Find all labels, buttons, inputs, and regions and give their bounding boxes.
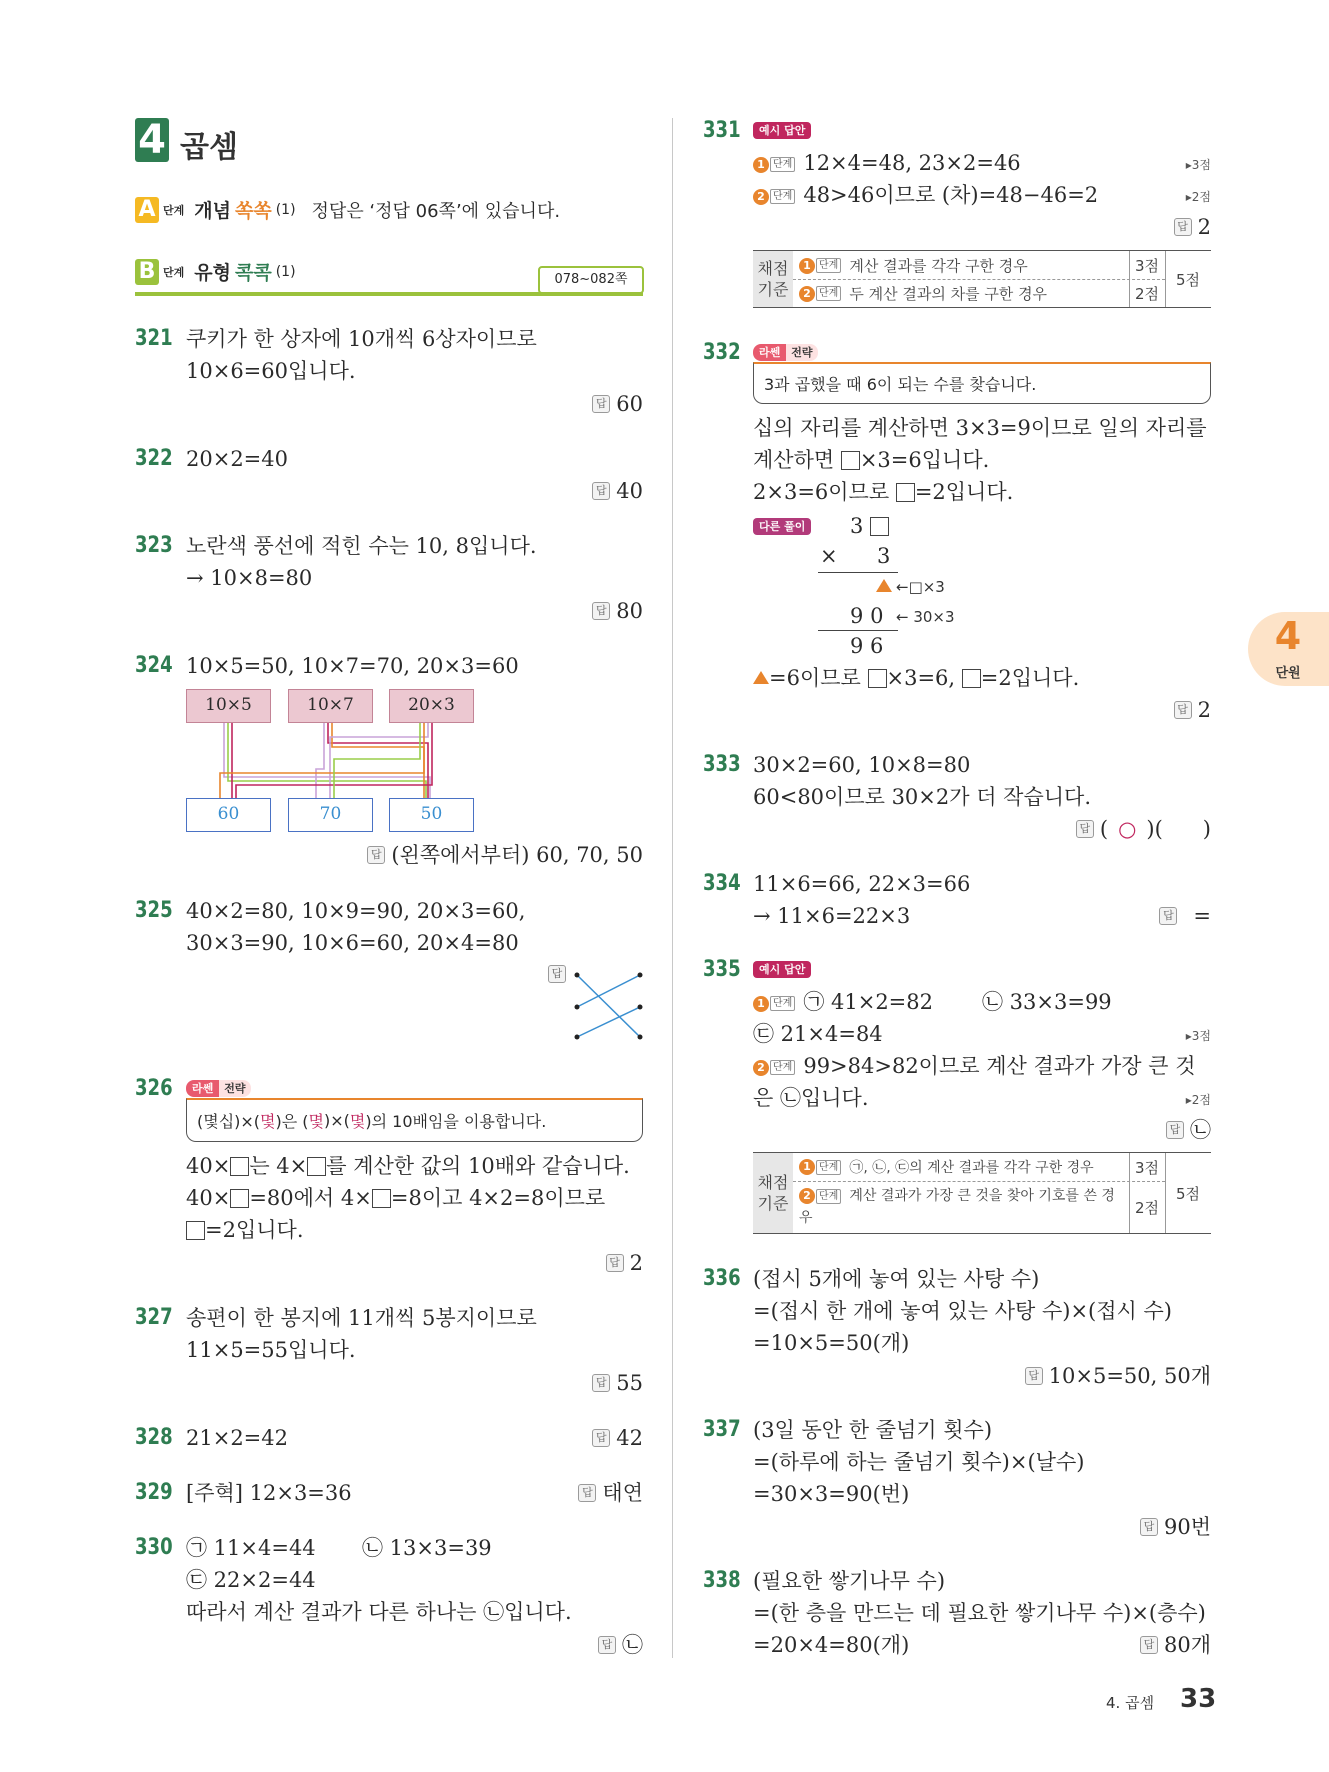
problem-number: 327 [135,1305,173,1330]
answer-value: = [1193,904,1211,928]
answer-value: (왼쪽에서부터) 60, 70, 50 [391,843,643,867]
answer-value: 55 [616,1371,643,1395]
problem-number: 337 [703,1417,741,1442]
step-points: ▸2점 [1185,190,1211,204]
step-a-heading [135,196,560,223]
answer-icon: 답 [592,395,610,413]
solution-line: 40× 는 4× 를 계산한 값의 10배와 같습니다. [186,1154,630,1178]
value-box: 60 [186,798,271,832]
step-b-heading [135,258,296,285]
step-1-icon: 1 [753,157,769,173]
problem-number: 335 [703,957,741,982]
step-a-sub: (1) [275,201,296,218]
footer-chapter: 4. 곱셈 [1106,1694,1155,1712]
answer-value: 42 [616,1426,643,1450]
answer-icon: 답 [1174,701,1192,719]
answer-icon: 답 [1159,907,1177,925]
expression-box: 10×5 [186,689,271,723]
solution-line: (필요한 쌓기나무 수) [753,1569,946,1593]
solution-line: 따라서 계산 결과가 다른 하나는 ㉡입니다. [186,1600,572,1624]
answer [592,599,643,623]
problem-number: 325 [135,898,173,923]
problem-number: 333 [703,752,741,777]
solution-line: 40× =80에서 4× =8이고 4×2=8이므로 [186,1186,606,1210]
mult-rule [818,630,898,631]
triangle-icon [753,671,769,684]
answer [1174,215,1211,239]
step-points: ▸3점 [1185,1029,1211,1043]
solution-line: 노란색 풍선에 적힌 수는 10, 8입니다. [186,534,537,558]
step-line: 2 단계 99>84>82이므로 계산 결과가 가장 큰 것 [753,1054,1196,1078]
mult-partial: 9 0 [850,604,884,628]
solution-line: =10×5=50(개) [753,1331,910,1355]
strategy-highlight: 몇 [349,1112,366,1131]
step-points: ▸3점 [1185,158,1211,172]
grading-total: 5점 [1175,271,1201,289]
solution-line: 십의 자리를 계산하면 3×3=9이므로 일의 자리를 [753,416,1207,440]
value-box: 70 [288,798,373,832]
problem-number: 338 [703,1568,741,1593]
grading-row: 1 단계 계산 결과를 각각 구한 경우 [799,255,1028,276]
solution-line: (접시 5개에 놓여 있는 사탕 수) [753,1267,1040,1291]
answer-value: ㉡ [622,1633,643,1657]
solution-line: 40×2=80, 10×9=90, 20×3=60, [186,899,526,923]
value-box: 50 [389,798,474,832]
blank-box [230,1157,249,1176]
blank-box [186,1221,205,1240]
mult-multiplier: 3 [877,544,891,568]
strategy-text: )은 ( [275,1112,309,1131]
problem-number: 328 [135,1425,173,1450]
step-b-tag: B [135,259,159,285]
mult-operator: × [820,544,838,568]
solution-line: =(한 층을 만드는 데 필요한 쌓기나무 수)×(층수) [753,1601,1206,1625]
problem-number: 334 [703,871,741,896]
step-line: ㉡ 33×3=99 [982,990,1112,1014]
solution-line: 계산하면 ×3=6입니다. [753,448,990,472]
step-a-prefix: 개념 [194,200,231,222]
strategy-highlight: 몇 [308,1112,325,1131]
solution-line: [주혁] 12×3=36 [186,1481,352,1505]
answer [592,479,643,503]
step-b-prefix: 유형 [194,262,231,284]
answer-icon: 답 [367,846,385,864]
chapter-title: 곱셈 [180,130,238,165]
answer-value: 10×5=50, 50개 [1048,1364,1211,1388]
answer [578,1481,643,1505]
strategy-text: 3과 곱했을 때 6이 되는 수를 찾습니다. [764,375,1037,394]
step-line: 1 단계 12×4=48, 23×2=46 [753,151,1021,175]
solution-line: → 11×6=22×3 [753,904,911,928]
answer [592,392,643,416]
blank-box [841,451,860,470]
step-a-note: 정답은 ‘정답 06쪽’에 있습니다. [311,200,561,222]
unit-label: 단원 [1275,666,1301,681]
answer-icon: 답 [1174,218,1192,236]
answer-icon: 답 [592,1429,610,1447]
grading-row: 2 단계 계산 결과가 가장 큰 것을 찾아 기호를 쓴 경우 [799,1188,1115,1226]
solution-line: (3일 동안 한 줄넘기 횟수) [753,1418,993,1442]
example-answer-badge: 예시 답안 [753,122,811,139]
grading-points: 2점 [1134,1199,1160,1217]
answer-value: 80 [616,599,643,623]
unit-number: 4 [1274,614,1302,658]
grading-points: 3점 [1134,257,1160,275]
solution-line: 60<80이므로 30×2가 더 작습니다. [753,785,1091,809]
solution-line: 쿠키가 한 상자에 10개씩 6상자이므로 [186,327,537,351]
solution-line: 11×5=55입니다. [186,1338,356,1362]
mult-note: ← 30×3 [896,608,955,626]
answer-icon: 답 [1166,1121,1184,1139]
solution-line: 2×3=6이므로 =2입니다. [753,480,1014,504]
blank-box [962,669,981,688]
answer [1174,698,1211,722]
triangle-icon [876,579,892,592]
expression-box: 10×7 [288,689,373,723]
solution-line: 21×2=42 [186,1426,288,1450]
answer-icon: 답 [1076,820,1094,838]
grading-points: 3점 [1134,1159,1160,1177]
step-a-dan: 단계 [163,203,185,217]
blank-box [372,1189,391,1208]
strategy-badge [753,344,818,361]
answer-value: 40 [616,479,643,503]
problem-number: 324 [135,653,173,678]
solution-line: 30×3=90, 10×6=60, 20×4=80 [186,931,519,955]
strategy-highlight: 몇 [260,1112,276,1131]
unit-side-tab[interactable] [1248,612,1329,686]
grading-row: 2 단계 두 계산 결과의 차를 구한 경우 [799,283,1047,304]
badge-label: 라쎈 [753,344,786,361]
problem-number: 336 [703,1266,741,1291]
chapter-number: 4 [135,118,169,162]
problem-number: 321 [135,326,173,351]
problem-number: 332 [703,340,741,365]
grading-header: 채점 기준 [753,251,793,307]
blank-box [230,1189,249,1208]
step-points: ▸2점 [1185,1093,1211,1107]
answer [1025,1364,1211,1388]
grading-row: 1 단계 ㉠, ㉡, ㉢의 계산 결과를 각각 구한 경우 [799,1157,1094,1177]
solution-line: → 10×8=80 [186,566,313,590]
problem-number: 331 [703,118,741,143]
answer [606,1251,643,1275]
blank-box [307,1157,326,1176]
answer-icon: 답 [548,965,566,983]
problem-number: 330 [135,1535,173,1560]
answer [367,843,643,867]
answer [592,1371,643,1395]
step-b-pages: 078~082쪽 [538,266,644,294]
answer-value: ㉡ [1190,1118,1211,1142]
solution-line: 10×5=50, 10×7=70, 20×3=60 [186,654,519,678]
solution-line: 송편이 한 봉지에 11개씩 5봉지이므로 [186,1306,537,1330]
answer-icon: 답 [592,602,610,620]
strategy-box [753,362,1211,404]
mult-rule [818,572,898,573]
answer [592,1426,643,1450]
grading-header: 채점 기준 [753,1153,793,1233]
answer-icon: 답 [592,1374,610,1392]
grading-points: 2점 [1134,285,1160,303]
step-line: 1 단계 ㉠ 41×2=82 [753,990,933,1014]
answer-icon: 답 [592,482,610,500]
step-a-tag: A [135,197,159,223]
strategy-text: )×( [324,1111,350,1130]
answer-icon: 답 [606,1254,624,1272]
answer-icon: 답 [1140,1518,1158,1536]
step-a-highlight: 쏙쏙 [234,200,272,222]
column-divider [672,118,673,1658]
page-number: 33 [1180,1684,1217,1714]
answer [1166,1118,1211,1142]
step-line: ㉢ 21×4=84 [753,1022,883,1046]
answer [1140,1633,1211,1657]
solution-line: =30×3=90(번) [753,1482,910,1506]
solution-line: 20×2=40 [186,447,288,471]
expression-box: 20×3 [389,689,474,723]
strategy-badge [186,1080,251,1097]
strategy-box [186,1098,643,1142]
step-2-icon: 2 [753,189,769,205]
grading-table [753,1152,1211,1234]
mult-note: ←□×3 [896,578,945,596]
answer-icon: 답 [1140,1636,1158,1654]
solution-line: =20×4=80(개) [753,1633,910,1657]
answer [598,1633,643,1657]
answer-value: 2 [629,1251,643,1275]
blank-box [896,483,915,502]
badge-sub: 전략 [786,344,817,361]
step-line: 2 단계 48>46이므로 (차)=48−46=2 [753,183,1098,207]
answer-value: 2 [1197,698,1211,722]
grading-table [753,250,1211,308]
solution-line: 11×6=66, 22×3=66 [753,872,971,896]
problem-number: 322 [135,446,173,471]
blank-box [868,669,887,688]
answer-value: 2 [1197,215,1211,239]
solution-line: 10×6=60입니다. [186,359,356,383]
solution-line: =(접시 한 개에 놓여 있는 사탕 수)×(접시 수) [753,1299,1172,1323]
answer-value: 80개 [1163,1633,1211,1657]
badge-label: 라쎈 [186,1080,219,1097]
strategy-text: )의 10배임을 이용합니다. [365,1112,547,1131]
answer-icon: 답 [578,1484,596,1502]
answer-value: 90번 [1163,1515,1211,1539]
solution-line: =(하루에 하는 줄넘기 횟수)×(날수) [753,1450,1085,1474]
answer: 답 ( ○ )( ) [1076,817,1211,841]
answer-icon: 답 [598,1636,616,1654]
answer-value: 태연 [602,1481,643,1505]
step-b-dan: 단계 [163,265,185,279]
solution-line: ㉢ 22×2=44 [186,1568,316,1592]
problem-number: 329 [135,1480,173,1505]
solution-line: =2입니다. [186,1218,304,1242]
answer-icon: 답 [1025,1367,1043,1385]
solution-line: =6이므로 ×3=6, =2입니다. [753,666,1079,690]
blank-box [870,517,889,536]
circle-mark: ○ [1118,817,1137,841]
mult-result: 9 6 [850,634,884,658]
mult-top: 3 [850,514,889,538]
answer-matching-diagram [570,965,645,1040]
step-b-sub: (1) [275,263,296,280]
grading-total: 5점 [1175,1185,1201,1203]
step-b-highlight: 콕콕 [234,262,272,284]
solution-line: ㉡ 13×3=39 [362,1536,492,1560]
answer-value: 60 [616,392,643,416]
example-answer-badge: 예시 답안 [753,961,811,978]
solution-line: ㉠ 11×4=44 [186,1536,316,1560]
strategy-text: (몇십)×( [197,1112,261,1131]
alt-solution-badge: 다른 풀이 [753,518,811,535]
problem-number: 323 [135,533,173,558]
answer [1159,904,1211,928]
badge-sub: 전략 [219,1080,250,1097]
solution-line: 30×2=60, 10×8=80 [753,753,971,777]
step-line: 은 ㉡입니다. [753,1086,869,1110]
problem-number: 326 [135,1076,173,1101]
answer [1140,1515,1211,1539]
